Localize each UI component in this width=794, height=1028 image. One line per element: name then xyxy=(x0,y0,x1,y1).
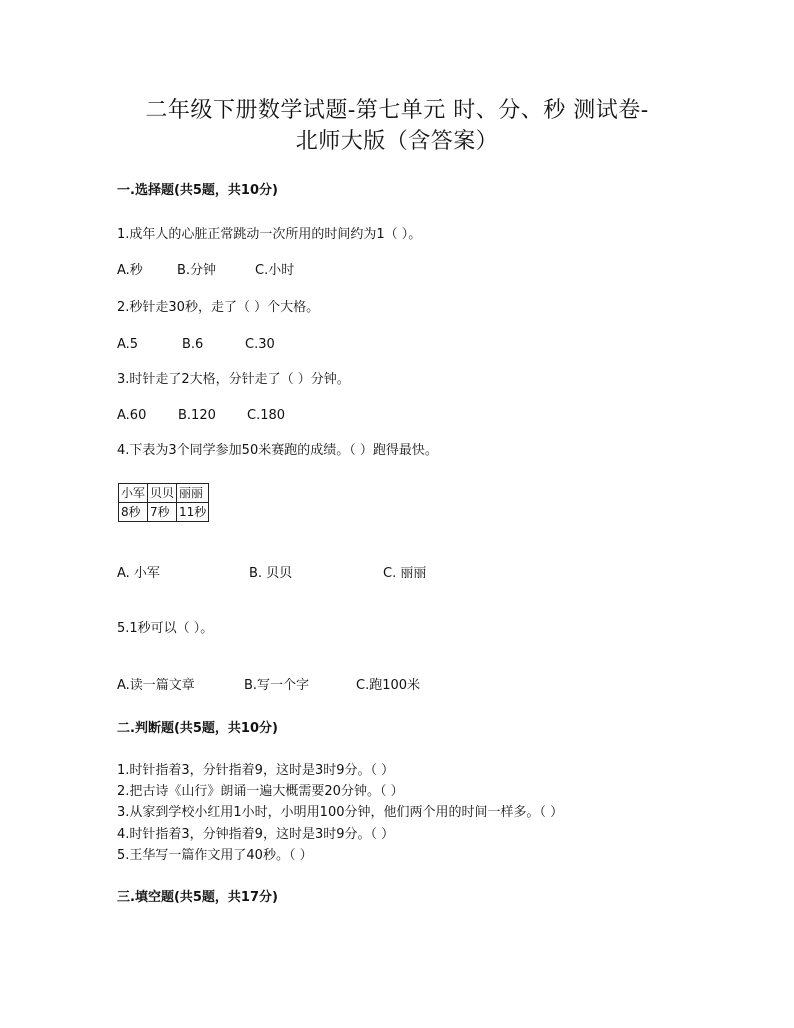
q1-option-c: C.小时 xyxy=(255,263,295,278)
q3-option-a: A.60 xyxy=(117,408,147,423)
question-1: 1.成年人的心脏正常跳动一次所用的时间约为1（ ）。 xyxy=(117,227,422,242)
table-header-cell: 小军 xyxy=(119,484,148,503)
table-cell: 11秒 xyxy=(177,503,209,522)
document-title-line2: 北师大版（含答案） xyxy=(295,129,499,154)
table-cell: 8秒 xyxy=(119,503,148,522)
q4-option-a: A. 小军 xyxy=(117,566,160,581)
question-2: 2.秒针走30秒，走了（ ）个大格。 xyxy=(117,300,320,315)
q2-option-c: C.30 xyxy=(245,337,275,352)
q5-option-b: B.写一个字 xyxy=(244,678,310,693)
section-heading-judge: 二.判断题(共5题，共10分) xyxy=(117,721,278,736)
judge-item-5: 5.王华写一篇作文用了40秒。（ ） xyxy=(117,848,313,863)
q5-option-a: A.读一篇文章 xyxy=(117,678,195,693)
score-table xyxy=(118,483,209,522)
q2-option-a: A.5 xyxy=(117,337,139,352)
q3-option-b: B.120 xyxy=(178,408,216,423)
q2-option-b: B.6 xyxy=(182,337,204,352)
q5-option-c: C.跑100米 xyxy=(356,678,421,693)
section-heading-choice: 一.选择题(共5题，共10分) xyxy=(117,183,278,198)
q1-option-a: A.秒 xyxy=(117,263,143,278)
document-title-line1: 二年级下册数学试题-第七单元 时、分、秒 测试卷- xyxy=(145,98,649,123)
table-header-cell: 贝贝 xyxy=(148,484,177,503)
question-4: 4.下表为3个同学参加50米赛跑的成绩。（ ）跑得最快。 xyxy=(117,443,438,458)
table-row xyxy=(119,484,209,503)
question-3: 3.时针走了2大格，分针走了（ ）分钟。 xyxy=(117,372,350,387)
q4-option-c: C. 丽丽 xyxy=(383,566,427,581)
question-5: 5.1秒可以（ ）。 xyxy=(117,621,214,636)
judge-item-3: 3.从家到学校小红用1小时，小明用100分钟，他们两个用的时间一样多。（ ） xyxy=(117,805,564,820)
q4-option-b: B. 贝贝 xyxy=(249,566,293,581)
q1-option-b: B.分钟 xyxy=(177,263,217,278)
judge-item-2: 2.把古诗《山行》朗诵一遍大概需要20分钟。（ ） xyxy=(117,784,404,799)
table-cell: 7秒 xyxy=(148,503,177,522)
judge-item-4: 4.时针指着3，分钟指着9，这时是3时9分。（ ） xyxy=(117,827,395,842)
q3-option-c: C.180 xyxy=(247,408,286,423)
judge-item-1: 1.时针指着3，分针指着9，这时是3时9分。（ ） xyxy=(117,763,395,778)
section-heading-fill: 三.填空题(共5题，共17分) xyxy=(117,890,278,905)
table-row xyxy=(119,503,209,522)
table-header-cell: 丽丽 xyxy=(177,484,209,503)
